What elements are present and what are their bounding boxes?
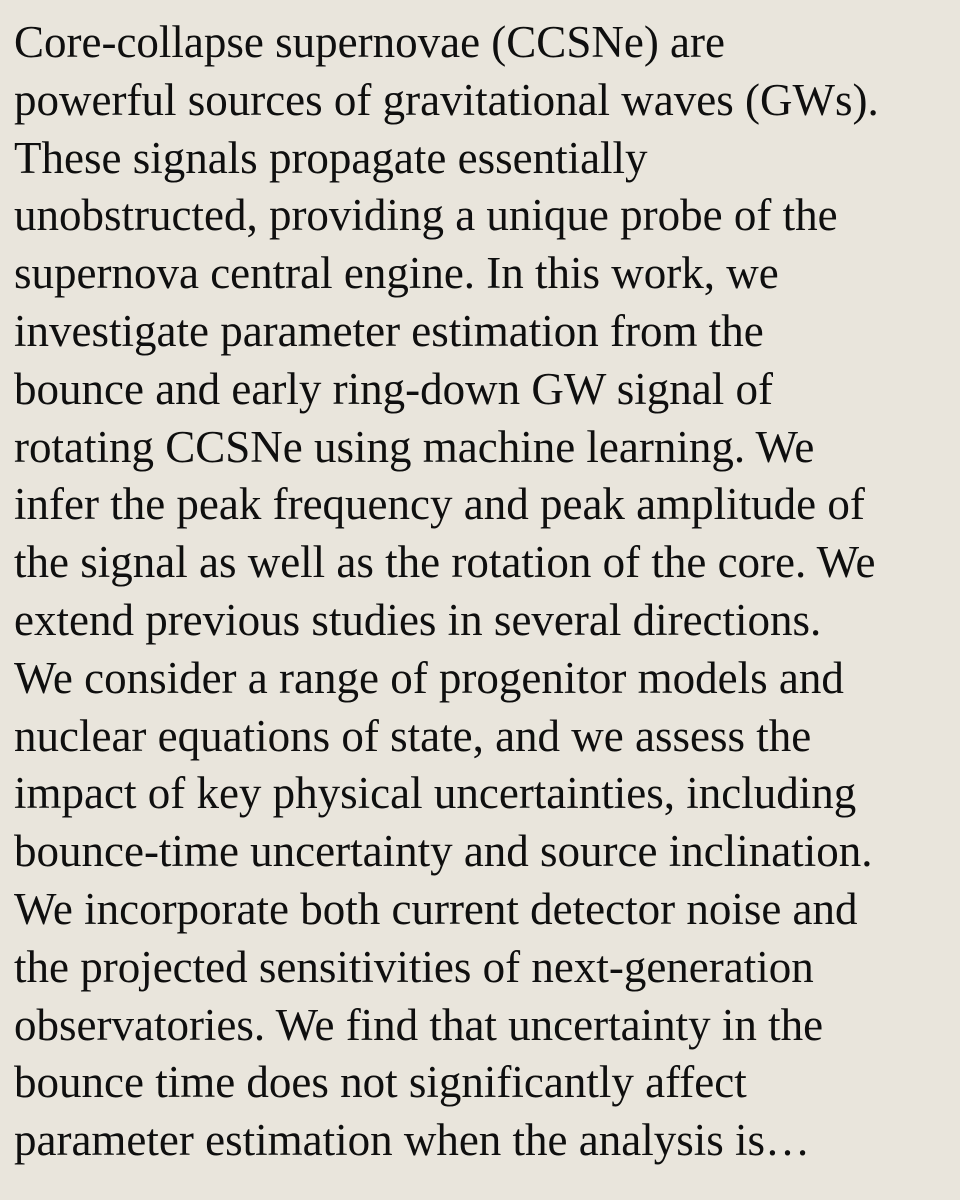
- abstract-line: We consider a range of progenitor models and: [14, 652, 844, 703]
- abstract-line: Core-collapse supernovae (CCSNe) are: [14, 17, 725, 67]
- abstract-line: extend previous studies in several directions.: [14, 594, 822, 645]
- abstract-line: impact of key physical uncertainties, including: [14, 768, 857, 819]
- abstract-line: unobstructed, providing a unique probe of the: [14, 190, 838, 241]
- abstract-line: supernova central engine. In this work, we: [14, 248, 779, 299]
- abstract-line: bounce time does not significantly affect: [14, 1057, 747, 1108]
- abstract-line: the projected sensitivities of next-generation: [14, 941, 814, 992]
- abstract-line: the signal as well as the rotation of the core. We: [14, 537, 876, 588]
- abstract-line: bounce and early ring-down GW signal of: [14, 363, 773, 414]
- abstract-line: These signals propagate essentially: [14, 132, 648, 183]
- abstract-line: powerful sources of gravitational waves (GWs).: [14, 74, 879, 125]
- abstract-line: investigate parameter estimation from the: [14, 305, 764, 356]
- abstract-line: observatories. We find that uncertainty in the: [14, 999, 824, 1050]
- abstract-line: rotating CCSNe using machine learning. We: [14, 421, 815, 472]
- abstract-text: [14, 14, 950, 1170]
- abstract-line: We incorporate both current detector noise and: [14, 883, 858, 934]
- abstract-line: nuclear equations of state, and we assess the: [14, 710, 812, 761]
- abstract-line: bounce-time uncertainty and source inclination.: [14, 826, 873, 877]
- abstract-line: infer the peak frequency and peak amplitude of: [14, 479, 865, 530]
- abstract-line: parameter estimation when the analysis is…: [14, 1115, 811, 1166]
